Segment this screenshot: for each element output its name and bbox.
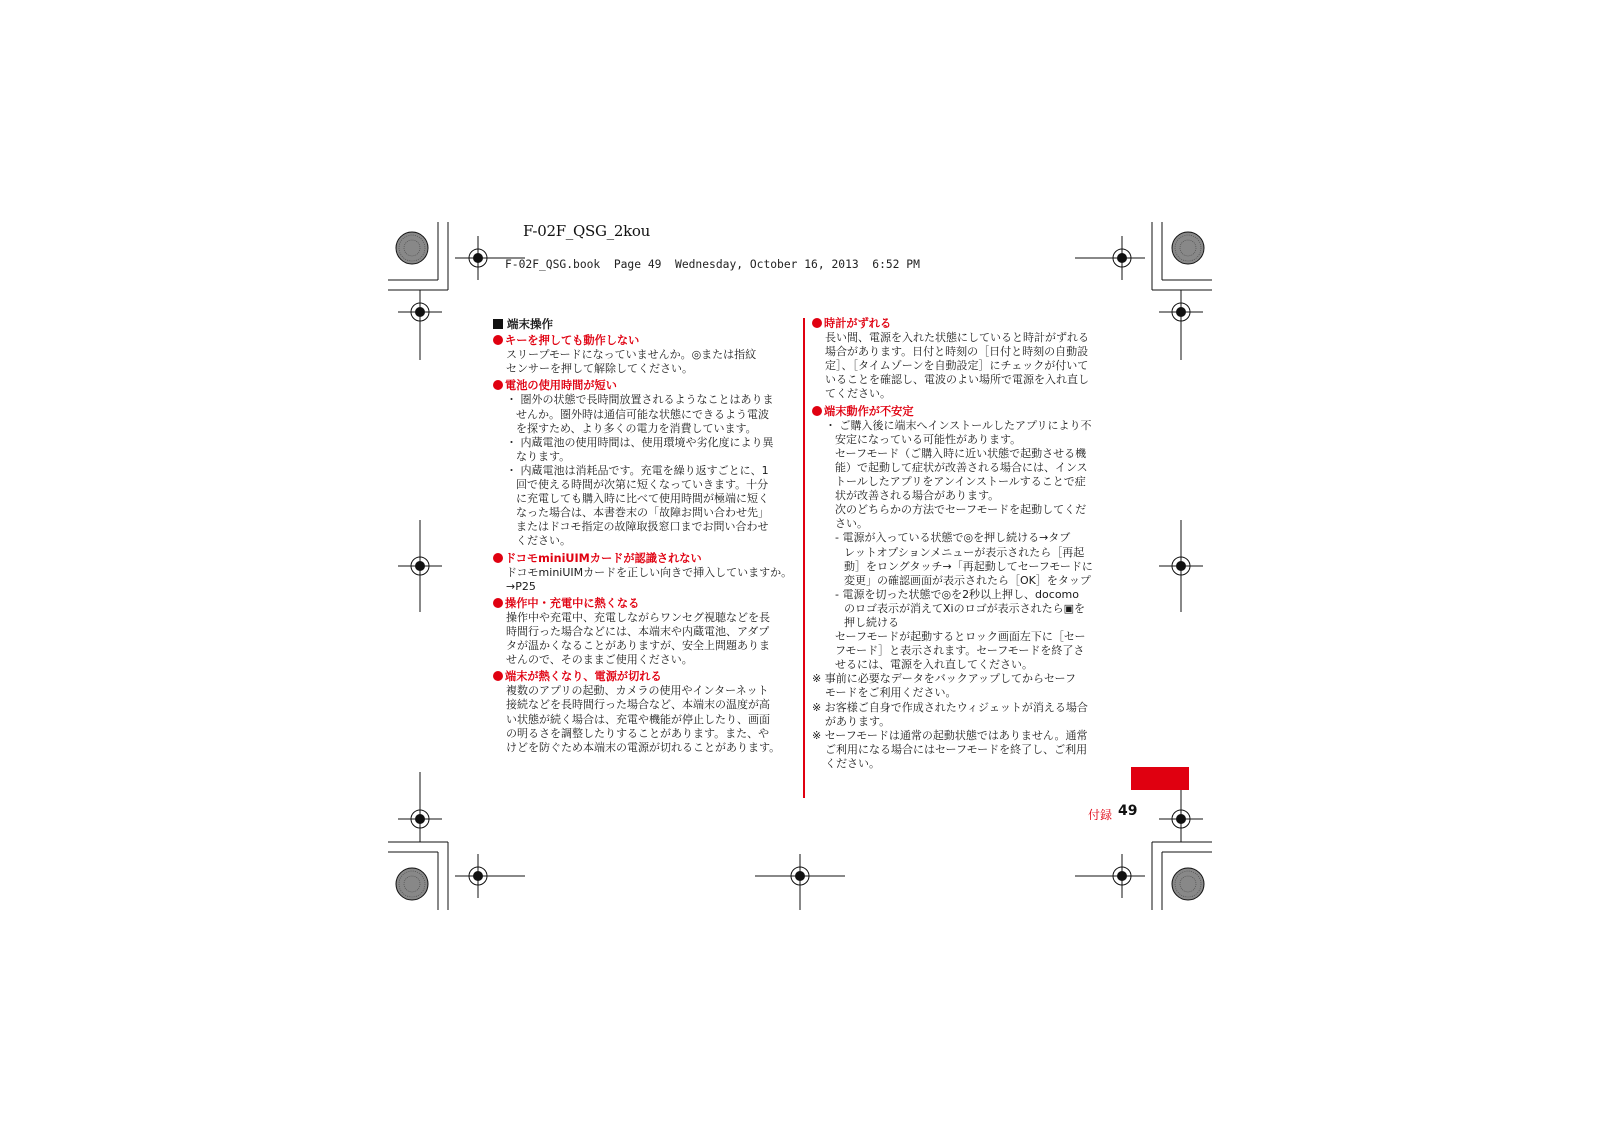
notes: ※ 事前に必要なデータをバックアップしてからセーフ モードをご利用ください。 ※ お客様ご自身で作成されたウィジェットが消える場合 があります。 ※ セーフモードは通常の起動状態ではありません。通常 ご利用になる場合にはセーフモードを終了し、ご利用 ください。	[812, 672, 1088, 770]
paragraph-uim: ドコモminiUIMカードを正しい向きで挿入していますか。→P25	[506, 565, 793, 593]
section-title: 端末操作	[493, 317, 798, 331]
red-dot-icon	[493, 335, 503, 345]
paragraph-keys: スリープモードになっていませんか。◎または指紋 センサーを押して解除してください。	[506, 348, 757, 376]
book-header: F-02F_QSG.book Page 49 Wednesday, October 16, 2013 6:52 PM	[505, 258, 920, 271]
heading-unstable: 端末動作が不安定	[812, 405, 1117, 419]
heading-battery-short: 電池の使用時間が短い	[493, 379, 798, 393]
red-dot-icon	[493, 671, 503, 681]
list-unstable: ・ ご購入後に端末へインストールしたアプリにより不 安定になっている可能性があります。 セーフモード（ご購入時に近い状態で起動させる機 能）で起動して症状が改善される場合には、インス トールしたアプリをアンインストールすることで症 状が改善される場合があります。 次のどちらかの方法でセーフモードを起動してくだ さい。 - 電源が入っている状態で◎を押し続ける→タブ レットオプションメニューが表示されたら［再起 動］をロングタッチ→「再起動してセーフモードに 変更」の確認画面が表示されたら［OK］をタップ - 電源を切った状態で◎を2秒以上押し、docomo のロゴ表示が消えてXiのロゴが表示されたら▣を 押し続ける セーフモードが起動するとロック画面左下に［セー フモード］と表示されます。セーフモードを終了さ せるには、電源を入れ直してください。	[825, 418, 1093, 672]
document-title: F-02F_QSG_2kou	[523, 222, 650, 240]
paragraph-clock: 長い間、電源を入れた状態にしていると時計がずれる 場合があります。日付と時刻の［日付と時刻の自動設 定］、［タイムゾーンを自動設定］にチェックが付いて いることを確認し、電波のよい場所で電源を入れ直し てください。	[825, 331, 1089, 401]
square-bullet-icon	[493, 319, 503, 329]
heading-uim-not-recognized: ドコモminiUIMカードが認識されない	[493, 552, 798, 566]
page-number: 49	[1118, 803, 1138, 819]
heading-clock-drift: 時計がずれる	[812, 317, 1117, 331]
red-dot-icon	[493, 380, 503, 390]
right-column	[812, 317, 1117, 771]
heading-keys-not-working: キーを押しても動作しない	[493, 334, 798, 348]
red-dot-icon	[812, 406, 822, 416]
heading-gets-hot: 操作中・充電中に熱くなる	[493, 597, 798, 611]
footer-section-label: 付録	[1088, 808, 1113, 822]
paragraph-hot-power: 複数のアプリの起動、カメラの使用やインターネット 接続などを長時間行った場合など、本端末の温度が高 い状態が続く場合は、充電や機能が停止したり、画面 の明るさを調整したりすることがあります。また、や けどを防ぐため本端末の電源が切れることがあります。	[506, 684, 781, 754]
list-battery: ・ 圏外の状態で長時間放置されるようなことはありま せんか。圏外時は通信可能な状態にできるよう電波 を探すため、より多くの電力を消費しています。 ・ 内蔵電池の使用時間は、使用環境や劣化度により異 なります。 ・ 内蔵電池は消耗品です。充電を繰り返すごとに、1 回で使える時間が次第に短くなっていきます。十分 に充電しても購入時に比べて使用時間が極端に短く なった場合は、本書巻末の「故障お問い合わせ先」 またはドコモ指定の故障取扱窓口までお問い合わせ ください。	[506, 393, 774, 548]
section-tab	[1131, 767, 1189, 790]
left-column	[493, 317, 798, 755]
paragraph-hot: 操作中や充電中、充電しながらワンセグ視聴などを長 時間行った場合などには、本端末や内蔵電池、アダプ タが温かくなることがありますが、安全上問題ありま せんので、そのままご使用ください。	[506, 610, 770, 667]
heading-hot-power-off: 端末が熱くなり、電源が切れる	[493, 670, 798, 684]
red-dot-icon	[493, 598, 503, 608]
red-dot-icon	[493, 553, 503, 563]
red-dot-icon	[812, 318, 822, 328]
column-divider	[803, 318, 805, 798]
